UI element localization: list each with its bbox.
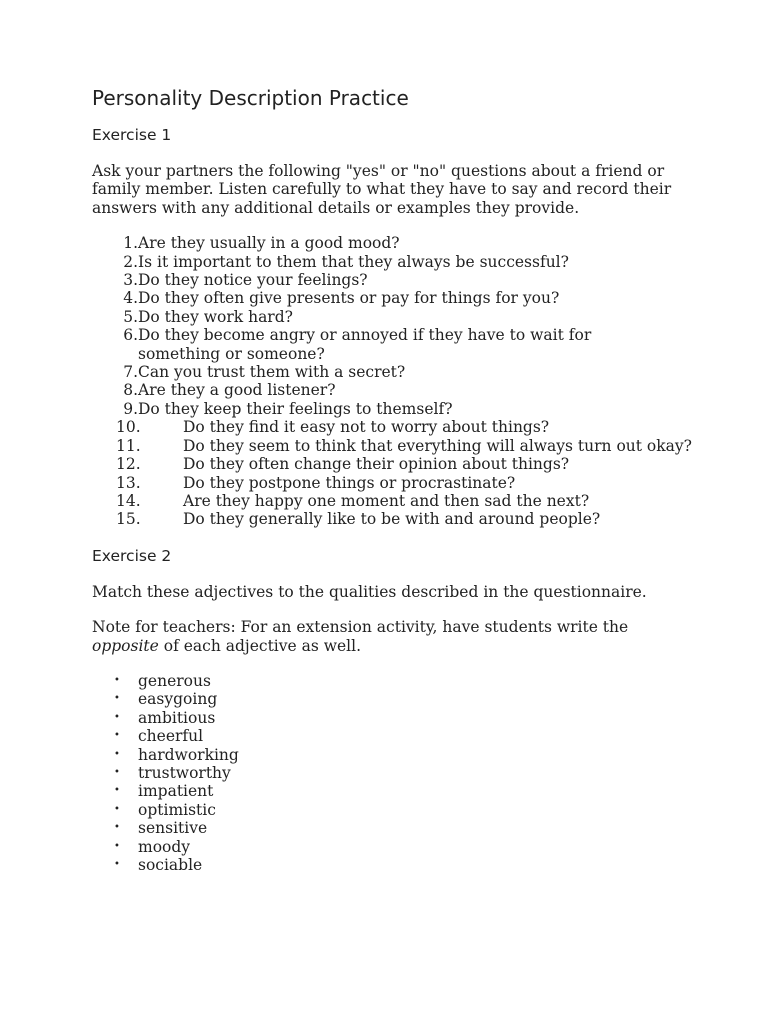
question-number: 3. bbox=[123, 271, 138, 290]
question-text: Do they often give presents or pay for things for you? bbox=[138, 289, 560, 308]
adjective-item bbox=[92, 782, 692, 800]
adjective-text: moody bbox=[138, 837, 191, 856]
bullet-icon: • bbox=[114, 822, 120, 834]
question-item bbox=[92, 271, 692, 289]
question-number: 14. bbox=[116, 491, 141, 510]
question-number: 7. bbox=[123, 363, 138, 382]
adjective-item bbox=[92, 746, 692, 764]
teacher-note-before: Note for teachers: For an extension activity, have students write the bbox=[92, 618, 629, 637]
question-number: 1. bbox=[123, 234, 138, 253]
teacher-note bbox=[92, 618, 672, 655]
question-item bbox=[92, 326, 692, 363]
adjective-item bbox=[92, 709, 692, 727]
question-text: Are they happy one moment and then sad the next? bbox=[183, 491, 590, 510]
question-text: Do they notice your feelings? bbox=[138, 271, 368, 290]
adjective-item bbox=[92, 727, 692, 745]
question-item bbox=[92, 363, 692, 381]
question-number: 6. bbox=[123, 326, 138, 345]
adjective-list bbox=[92, 672, 692, 874]
question-number: 9. bbox=[123, 399, 138, 418]
bullet-icon: • bbox=[114, 859, 120, 870]
adjective-text: easygoing bbox=[138, 690, 218, 709]
exercise-2-heading: Exercise 2 bbox=[92, 546, 172, 565]
question-text: Are they a good listener? bbox=[138, 381, 336, 400]
question-item bbox=[92, 253, 692, 271]
bullet-icon: • bbox=[114, 840, 120, 852]
question-number: 10. bbox=[116, 418, 141, 437]
adjective-text: trustworthy bbox=[138, 763, 231, 782]
teacher-note-emphasis: opposite bbox=[92, 636, 159, 655]
question-item bbox=[92, 308, 692, 326]
exercise-2-instructions: Match these adjectives to the qualities described in the questionnaire. bbox=[92, 582, 647, 601]
adjective-item bbox=[92, 819, 692, 837]
question-text: Do they work hard? bbox=[138, 307, 293, 326]
question-number: 2. bbox=[123, 252, 138, 271]
question-item bbox=[92, 437, 692, 455]
question-text: Do they become angry or annoyed if they have to wait for something or someone? bbox=[138, 326, 592, 363]
adjective-text: generous bbox=[138, 671, 211, 690]
adjective-item bbox=[92, 801, 692, 819]
question-text: Can you trust them with a secret? bbox=[138, 363, 406, 382]
adjective-item bbox=[92, 856, 692, 874]
question-text: Do they often change their opinion about things? bbox=[183, 455, 570, 474]
question-item bbox=[92, 400, 692, 418]
question-text: Do they find it easy not to worry about things? bbox=[183, 418, 550, 437]
question-text: Do they seem to think that everything will always turn out okay? bbox=[183, 436, 692, 455]
adjective-item bbox=[92, 690, 692, 708]
document-page bbox=[92, 86, 692, 874]
adjective-text: optimistic bbox=[138, 800, 216, 819]
adjective-text: ambitious bbox=[138, 708, 216, 727]
question-item bbox=[92, 418, 692, 436]
question-number: 4. bbox=[123, 289, 138, 308]
bullet-icon: • bbox=[114, 803, 120, 815]
question-item bbox=[92, 474, 692, 492]
exercise-1-instructions: Ask your partners the following "yes" or "no" questions about a friend or family member. Listen carefully to what they have to say and record their answers with any additional details or examples they provide. bbox=[92, 162, 672, 217]
question-text: Do they keep their feelings to themself? bbox=[138, 399, 453, 418]
question-number: 13. bbox=[116, 473, 141, 492]
question-number: 11. bbox=[116, 436, 141, 455]
exercise-1-heading: Exercise 1 bbox=[92, 126, 172, 144]
page-title: Personality Description Practice bbox=[92, 86, 409, 110]
question-item bbox=[92, 234, 692, 252]
question-number: 15. bbox=[116, 510, 141, 529]
adjective-text: hardworking bbox=[138, 745, 239, 764]
teacher-note-after: of each adjective as well. bbox=[158, 636, 362, 655]
bullet-icon: • bbox=[114, 766, 120, 778]
bullet-icon: • bbox=[114, 730, 120, 742]
question-text: Do they postpone things or procrastinate? bbox=[183, 473, 516, 492]
bullet-icon: • bbox=[114, 711, 120, 723]
adjective-item bbox=[92, 672, 692, 690]
adjective-text: cheerful bbox=[138, 727, 204, 746]
adjective-item bbox=[92, 764, 692, 782]
adjective-text: sociable bbox=[138, 856, 203, 874]
bullet-icon: • bbox=[114, 674, 120, 686]
bullet-icon: • bbox=[114, 748, 120, 760]
question-item bbox=[92, 289, 692, 307]
adjective-text: impatient bbox=[138, 782, 214, 801]
bullet-icon: • bbox=[114, 693, 120, 705]
adjective-text: sensitive bbox=[138, 819, 208, 838]
bullet-icon: • bbox=[114, 785, 120, 797]
question-item bbox=[92, 510, 692, 528]
question-item bbox=[92, 455, 692, 473]
question-list bbox=[92, 234, 692, 529]
question-text: Are they usually in a good mood? bbox=[138, 234, 400, 253]
question-text: Do they generally like to be with and around people? bbox=[183, 510, 601, 529]
question-number: 12. bbox=[116, 455, 141, 474]
question-text: Is it important to them that they always be successful? bbox=[138, 252, 569, 271]
question-item bbox=[92, 492, 692, 510]
question-number: 5. bbox=[123, 307, 138, 326]
question-item bbox=[92, 381, 692, 399]
question-number: 8. bbox=[123, 381, 138, 400]
adjective-item bbox=[92, 838, 692, 856]
